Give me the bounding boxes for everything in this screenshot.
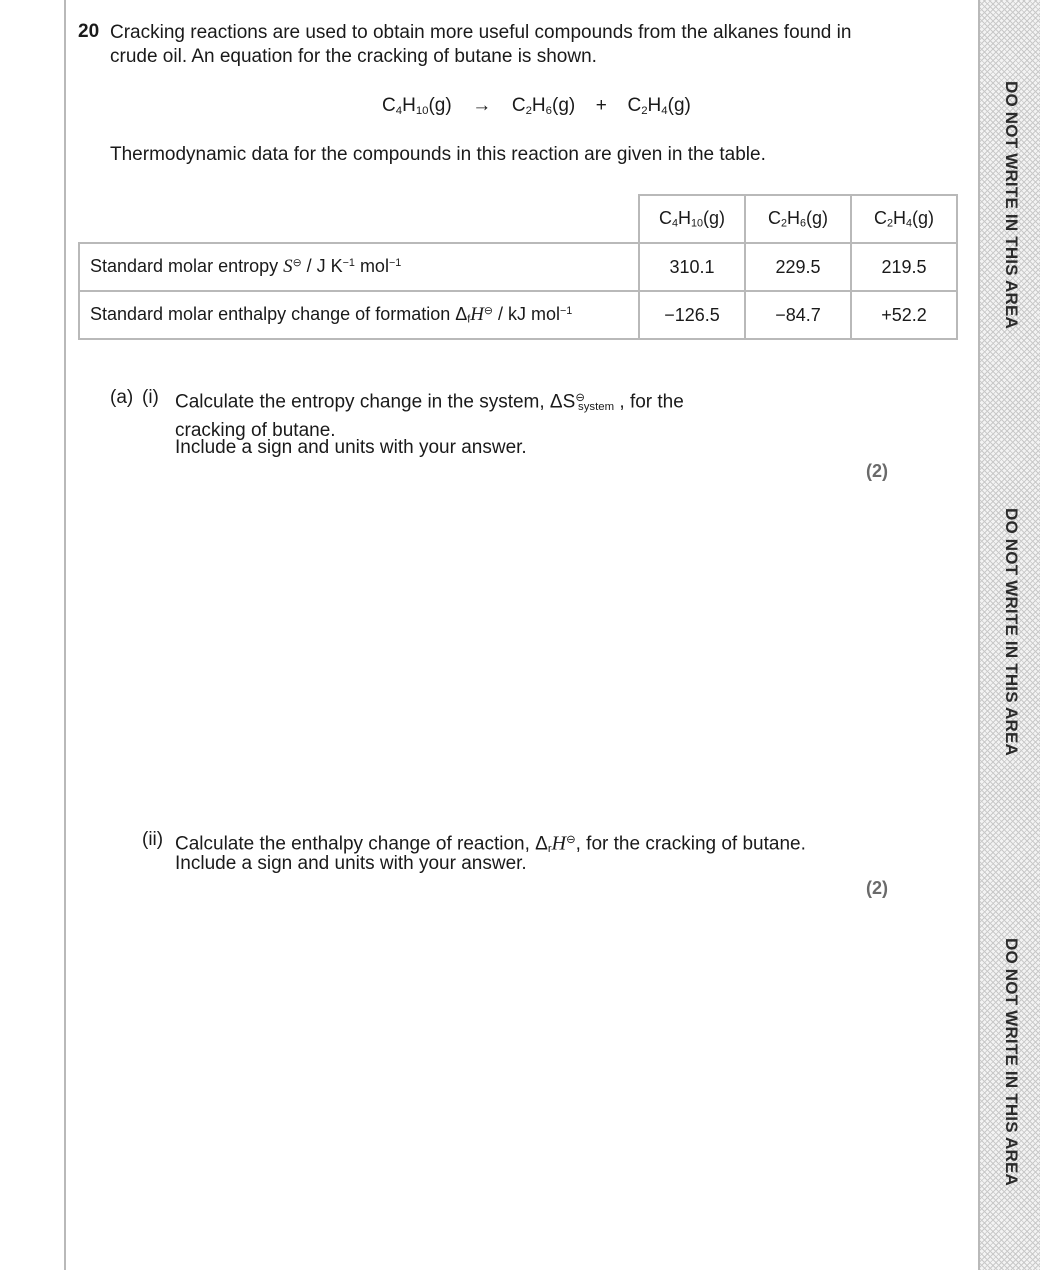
question-number: 20 xyxy=(78,21,100,42)
enthalpy-butane: −126.5 xyxy=(639,291,745,339)
table-row-entropy xyxy=(79,243,957,291)
part-a-i-marks: (2) xyxy=(866,461,888,481)
entropy-butane: 310.1 xyxy=(639,243,745,291)
question-stem: Cracking reactions are used to obtain more useful compounds from the alkanes found in crude oil. An equation for the cracking of butane is shown. xyxy=(110,22,852,67)
part-a-i-label: (i) xyxy=(142,387,159,408)
row-label-enthalpy: Standard molar enthalpy change of formation $\Delta_fH^⊖$ / kJ mol$^{-1}$ xyxy=(79,291,639,339)
equation-reactant: $C_4H_{10}(g)$ xyxy=(382,95,452,117)
part-a-ii-question: Calculate the enthalpy change of reaction, $\Delta_rH^⊖$, for the cracking of butane. xyxy=(175,832,806,856)
margin-warning-middle: DO NOT WRITE IN THIS AREA xyxy=(1002,507,1021,757)
part-a-i-instruction: Include a sign and units with your answer. xyxy=(175,437,527,458)
part-a-label: (a) xyxy=(110,387,134,408)
cracking-equation xyxy=(382,95,691,117)
part-a-ii-label: (ii) xyxy=(142,829,164,850)
margin-warning-top: DO NOT WRITE IN THIS AREA xyxy=(1002,80,1021,330)
table-header-row xyxy=(79,195,957,243)
margin-warning-bottom: DO NOT WRITE IN THIS AREA xyxy=(1002,937,1021,1187)
table-corner xyxy=(79,195,639,243)
equation-product-1: $C_2H_6(g)$ xyxy=(511,95,576,117)
equation-product-2: $C_2H_4(g)$ xyxy=(627,95,691,117)
column-header-butane: $C_4H_{10}(g)$ xyxy=(639,195,745,243)
equation-plus: + xyxy=(595,95,607,116)
table-intro: Thermodynamic data for the compounds in this reaction are given in the table. xyxy=(110,144,766,165)
part-a-ii-instruction: Include a sign and units with your answer. xyxy=(175,853,527,874)
row-label-entropy: Standard molar entropy S⊖ / J $K^{-1}$ mol$^{-1}$ xyxy=(79,243,639,291)
table-row-enthalpy xyxy=(79,291,957,339)
thermodynamic-data-table xyxy=(78,194,958,340)
part-a-ii-marks: (2) xyxy=(866,878,888,898)
column-header-ethene: $C_2H_4(g)$ xyxy=(851,195,957,243)
column-header-ethane: $C_2H_6(g)$ xyxy=(745,195,851,243)
entropy-ethane: 229.5 xyxy=(745,243,851,291)
enthalpy-ethane: −84.7 xyxy=(745,291,851,339)
enthalpy-ethene: +52.2 xyxy=(851,291,957,339)
page-border xyxy=(64,0,980,1270)
reaction-arrow: → xyxy=(472,95,492,116)
entropy-ethene: 219.5 xyxy=(851,243,957,291)
part-a-i-question: Calculate the entropy change in the system, $\Delta S^⊖_{system}$ , for the cracking of butane. xyxy=(175,391,684,442)
